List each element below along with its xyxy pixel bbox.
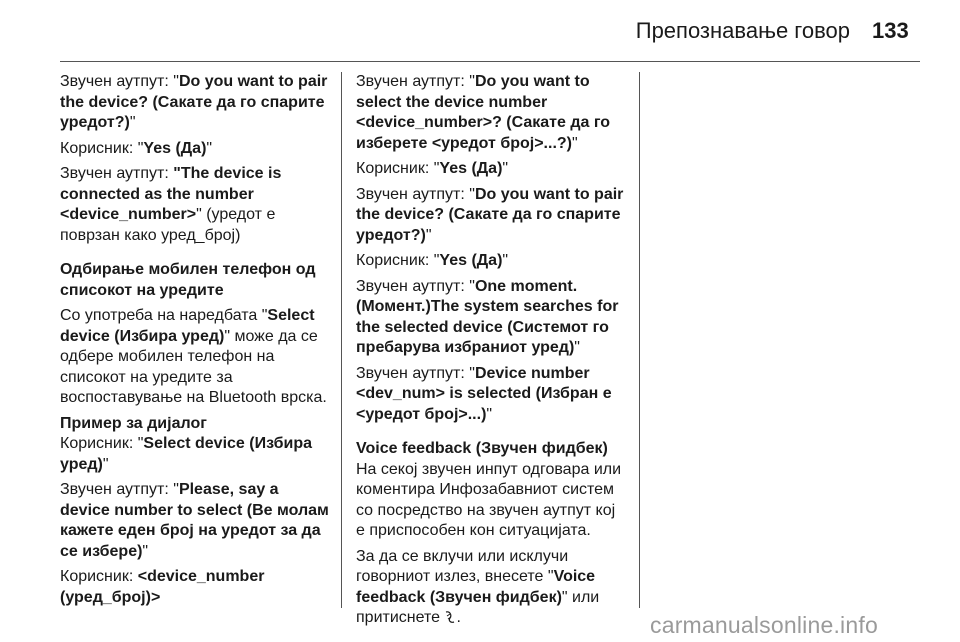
dialog-line: Корисник: "Select device (Избира уред)" — [60, 435, 313, 473]
dialog-line: Звучен аутпут: "Device number <dev_num> is selected (Избран е <уредот број>...)" — [356, 364, 612, 423]
section-heading: Одбирање мобилен телефон од списокот на уредите — [60, 261, 316, 299]
dialog-line: Звучен аутпут: "The device is connected as the number <device_number>" (уредот е поврзан како уред_број) — [60, 165, 282, 244]
dialog-line: Звучен аутпут: "Do you want to select the device number <device_number>? (Сакате да го изберете <уредот број>...?)" — [356, 73, 611, 152]
column-separator — [639, 72, 640, 608]
voice-command-icon — [444, 610, 456, 624]
dialog-line: Звучен аутпут: "Please, say a device number to select (Ве молам кажете еден број на уредот за да се избере)" — [60, 481, 329, 560]
dialog-line: Звучен аутпут: "Do you want to pair the device? (Сакате да го спарите уредот?)" — [60, 73, 328, 131]
page-number: 133 — [872, 18, 909, 43]
body-paragraph: На секој звучен инпут одговара или коментира Инфозабавниот систем со посредство на звучен аутпут кој е приспособен кон ситуацијата. — [356, 460, 622, 539]
dialog-line: Корисник: "Yes (Да)" — [60, 139, 213, 157]
section-heading: Пример за дијалог — [60, 414, 207, 432]
header-rule — [60, 61, 920, 62]
dialog-line: Корисник: <device_number (уред_број)> — [60, 568, 265, 606]
dialog-line: Звучен аутпут: "One moment. (Момент.)The system searches for the selected device (Системот го пребарува избраниот уред)" — [356, 277, 619, 356]
dialog-line: Корисник: "Yes (Да)" — [356, 160, 509, 177]
column-1 — [60, 72, 330, 613]
body-paragraph: За да се вклучи или исклучи говорниот излез, внесете "Voice feedback (Звучен фидбек)" или притиснете . — [356, 547, 600, 626]
column-separator — [341, 72, 342, 608]
column-2 — [356, 72, 628, 634]
section-heading: Voice feedback (Звучен фидбек) — [356, 440, 608, 457]
body-paragraph: Со употреба на наредбата "Select device (Избира уред)" може да се одбере мобилен телефон на списокот на уредите за воспоставување на Bluetooth врска. — [60, 307, 327, 406]
dialog-line: Звучен аутпут: "Do you want to pair the device? (Сакате да го спарите уредот?)" — [356, 185, 624, 244]
page-header-title: Препознавање говор — [635, 18, 850, 43]
dialog-line: Корисник: "Yes (Да)" — [356, 252, 509, 269]
watermark: carmanualsonline.info — [650, 612, 878, 638]
